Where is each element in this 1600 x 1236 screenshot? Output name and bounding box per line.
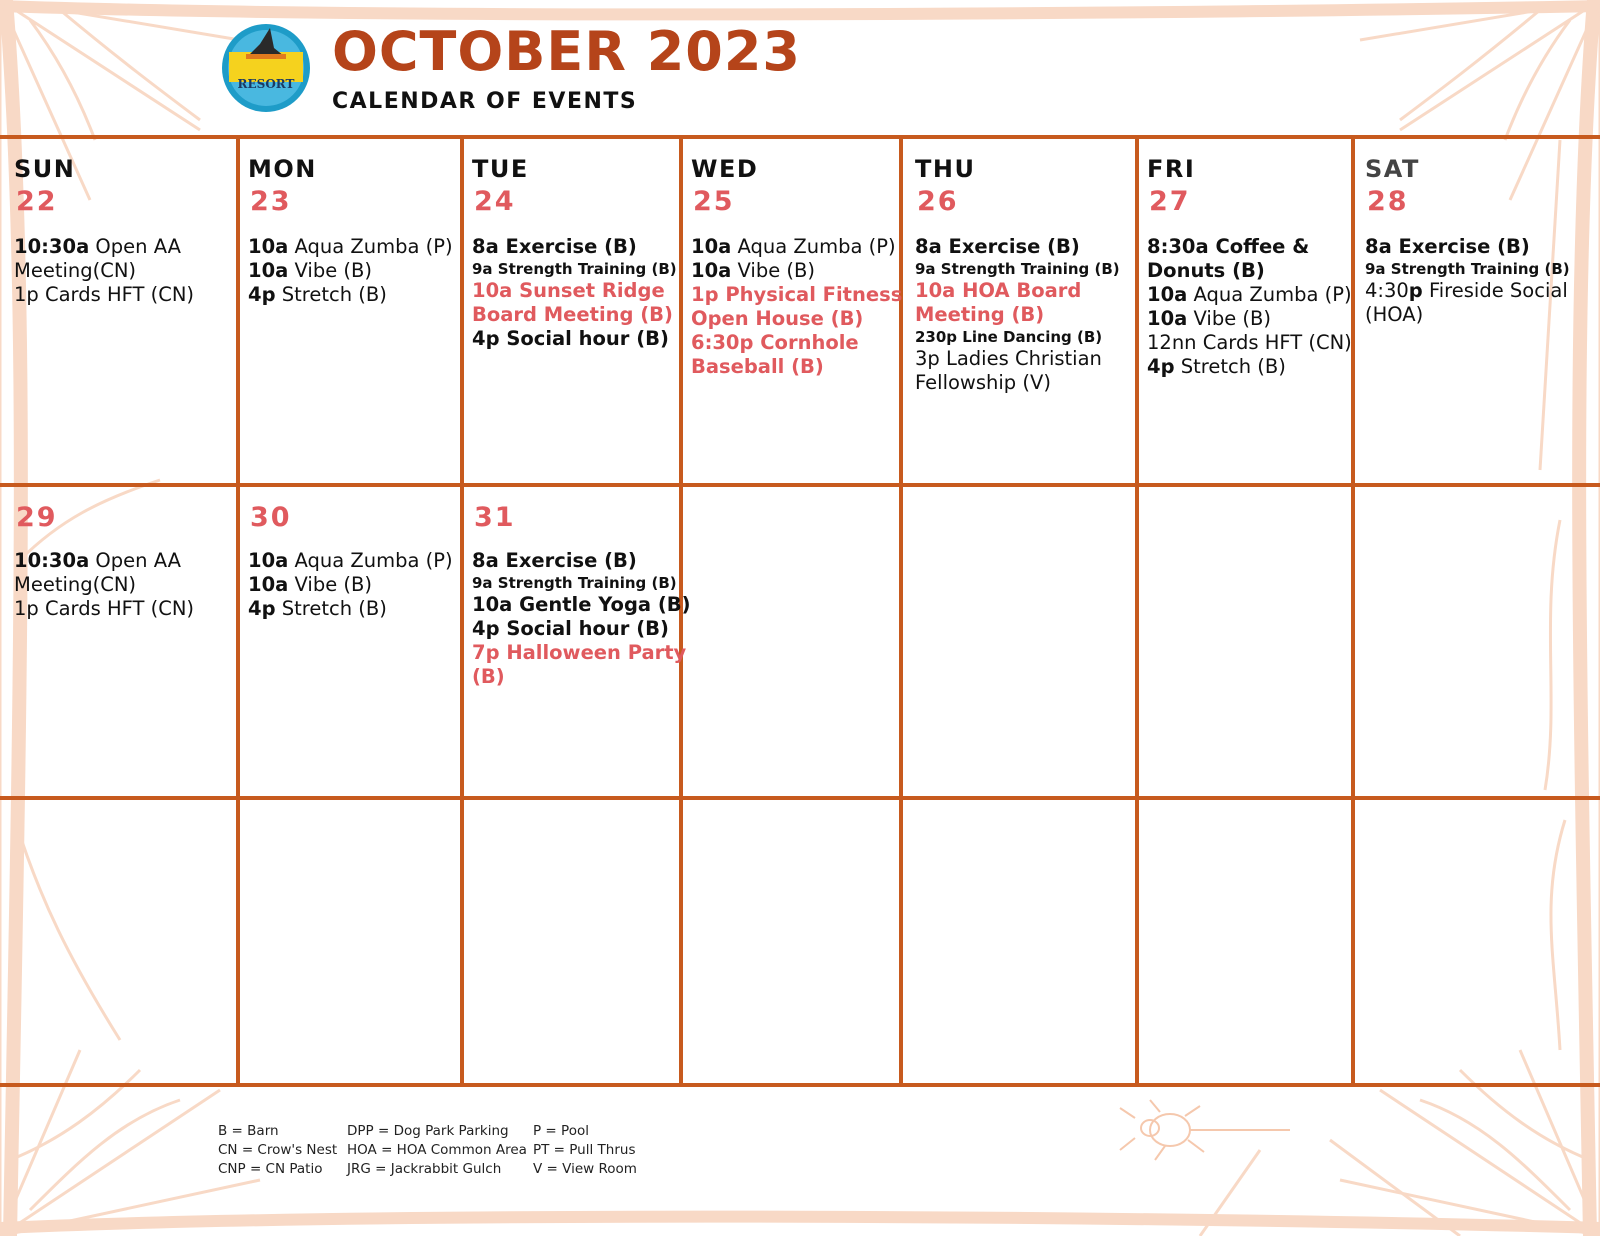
day-of-week-label: WED xyxy=(691,155,759,183)
legend-column-2 xyxy=(347,1122,527,1179)
event-line: Board Meeting (B) xyxy=(472,303,673,326)
event-line: 9a Strength Training (B) xyxy=(1365,260,1570,278)
legend-item: CN = Crow's Nest xyxy=(218,1142,338,1158)
legend-item: CNP = CN Patio xyxy=(218,1161,323,1177)
date-number: 25 xyxy=(693,186,735,217)
event-list xyxy=(14,549,194,621)
day-cell xyxy=(1137,487,1353,796)
day-cell xyxy=(1353,139,1600,483)
event-line: 8:30a Coffee & xyxy=(1147,235,1310,258)
legend-item: DPP = Dog Park Parking xyxy=(347,1123,509,1139)
day-cell xyxy=(1353,800,1600,1083)
event-line: 10a Vibe (B) xyxy=(1147,307,1271,330)
date-number: 31 xyxy=(474,502,516,533)
date-number: 26 xyxy=(917,186,959,217)
event-line: 1p Cards HFT (CN) xyxy=(14,283,195,306)
event-list xyxy=(691,235,902,379)
day-cell xyxy=(238,139,462,483)
day-cell xyxy=(681,139,901,483)
day-cell xyxy=(681,800,901,1083)
event-line: (B) xyxy=(472,665,505,688)
event-line: 10a Vibe (B) xyxy=(248,259,372,282)
date-number: 29 xyxy=(16,502,58,533)
day-cell xyxy=(238,800,462,1083)
event-line: Meeting(CN) xyxy=(14,259,137,282)
event-line: Fellowship (V) xyxy=(915,371,1051,394)
page-subtitle: CALENDAR OF EVENTS xyxy=(332,89,638,114)
event-line: 10a Aqua Zumba (P) xyxy=(248,549,453,572)
event-line: Donuts (B) xyxy=(1147,259,1265,282)
event-line: 10a Vibe (B) xyxy=(691,259,815,282)
event-line: 10:30a Open AA xyxy=(14,235,181,258)
event-line: 10a HOA Board xyxy=(915,279,1082,302)
day-of-week-label: THU xyxy=(915,155,976,183)
event-line: Open House (B) xyxy=(691,307,864,330)
day-cell xyxy=(0,800,238,1083)
event-line: 10a Gentle Yoga (B) xyxy=(472,593,691,616)
spider-icon xyxy=(1120,1100,1290,1160)
day-cell xyxy=(0,487,238,796)
event-line: 8a Exercise (B) xyxy=(472,549,637,572)
event-list xyxy=(1147,235,1352,379)
event-line: 10a Aqua Zumba (P) xyxy=(248,235,453,258)
day-cell xyxy=(462,487,691,796)
date-number: 30 xyxy=(250,502,292,533)
event-line: Meeting (B) xyxy=(915,303,1045,326)
event-list xyxy=(248,549,453,621)
event-line: 8a Exercise (B) xyxy=(915,235,1080,258)
event-line: 9a Strength Training (B) xyxy=(472,260,677,278)
event-line: 4:30p Fireside Social xyxy=(1365,279,1568,302)
day-cell xyxy=(1353,487,1600,796)
event-list xyxy=(14,235,194,307)
event-line: 10a Aqua Zumba (P) xyxy=(1147,283,1352,306)
event-line: 3p Ladies Christian xyxy=(915,347,1102,370)
day-cell xyxy=(238,487,462,796)
legend-item: JRG = Jackrabbit Gulch xyxy=(347,1161,502,1177)
resort-logo xyxy=(220,22,312,114)
event-line: 1p Physical Fitness xyxy=(691,283,903,306)
legend-item: PT = Pull Thrus xyxy=(533,1142,636,1158)
event-list xyxy=(472,235,677,351)
svg-text:RESORT: RESORT xyxy=(237,77,295,91)
event-line: 8a Exercise (B) xyxy=(472,235,637,258)
calendar-header xyxy=(0,0,1600,135)
day-cell xyxy=(462,139,681,483)
page-title: OCTOBER 2023 xyxy=(332,20,801,83)
date-number: 27 xyxy=(1149,186,1191,217)
event-line: 7p Halloween Party xyxy=(472,641,687,664)
day-of-week-label: FRI xyxy=(1147,155,1196,183)
day-of-week-label: SUN xyxy=(14,155,76,183)
event-line: (HOA) xyxy=(1365,303,1424,326)
legend-column-3 xyxy=(533,1122,637,1179)
legend-item: V = View Room xyxy=(533,1161,637,1177)
event-line: 8a Exercise (B) xyxy=(1365,235,1530,258)
event-line: 6:30p Cornhole xyxy=(691,331,859,354)
day-cell xyxy=(901,487,1137,796)
event-line: 10a Vibe (B) xyxy=(248,573,372,596)
date-number: 24 xyxy=(474,186,516,217)
event-list xyxy=(472,549,691,689)
event-line: 1p Cards HFT (CN) xyxy=(14,597,195,620)
day-cell xyxy=(901,800,1137,1083)
event-line: 4p Stretch (B) xyxy=(1147,355,1286,378)
event-line: 4p Stretch (B) xyxy=(248,597,387,620)
day-cell xyxy=(1137,800,1353,1083)
event-list xyxy=(1365,235,1570,327)
day-cell xyxy=(1137,139,1353,483)
day-of-week-label: TUE xyxy=(472,155,529,183)
event-line: 10a Sunset Ridge xyxy=(472,279,665,302)
date-number: 23 xyxy=(250,186,292,217)
day-cell xyxy=(681,487,901,796)
day-of-week-label: MON xyxy=(248,155,317,183)
day-of-week-label: SAT xyxy=(1365,155,1420,183)
event-line: 4p Social hour (B) xyxy=(472,617,669,640)
event-line: 230p Line Dancing (B) xyxy=(915,328,1103,346)
event-line: 9a Strength Training (B) xyxy=(915,260,1120,278)
event-line: 10:30a Open AA xyxy=(14,549,181,572)
day-cell xyxy=(901,139,1137,483)
legend-item: P = Pool xyxy=(533,1123,589,1139)
event-line: 10a Aqua Zumba (P) xyxy=(691,235,896,258)
date-number: 28 xyxy=(1367,186,1409,217)
legend-item: HOA = HOA Common Area xyxy=(347,1142,527,1158)
legend-item: B = Barn xyxy=(218,1123,279,1139)
event-line: 9a Strength Training (B) xyxy=(472,574,677,592)
legend-column-1 xyxy=(218,1122,337,1179)
event-line: Meeting(CN) xyxy=(14,573,137,596)
event-list xyxy=(915,235,1120,395)
day-cell xyxy=(462,800,681,1083)
day-cell xyxy=(0,139,238,483)
event-line: 4p Stretch (B) xyxy=(248,283,387,306)
event-line: 4p Social hour (B) xyxy=(472,327,669,350)
event-line: Baseball (B) xyxy=(691,355,824,378)
event-list xyxy=(248,235,453,307)
date-number: 22 xyxy=(16,186,58,217)
event-line: 12nn Cards HFT (CN) xyxy=(1147,331,1352,354)
